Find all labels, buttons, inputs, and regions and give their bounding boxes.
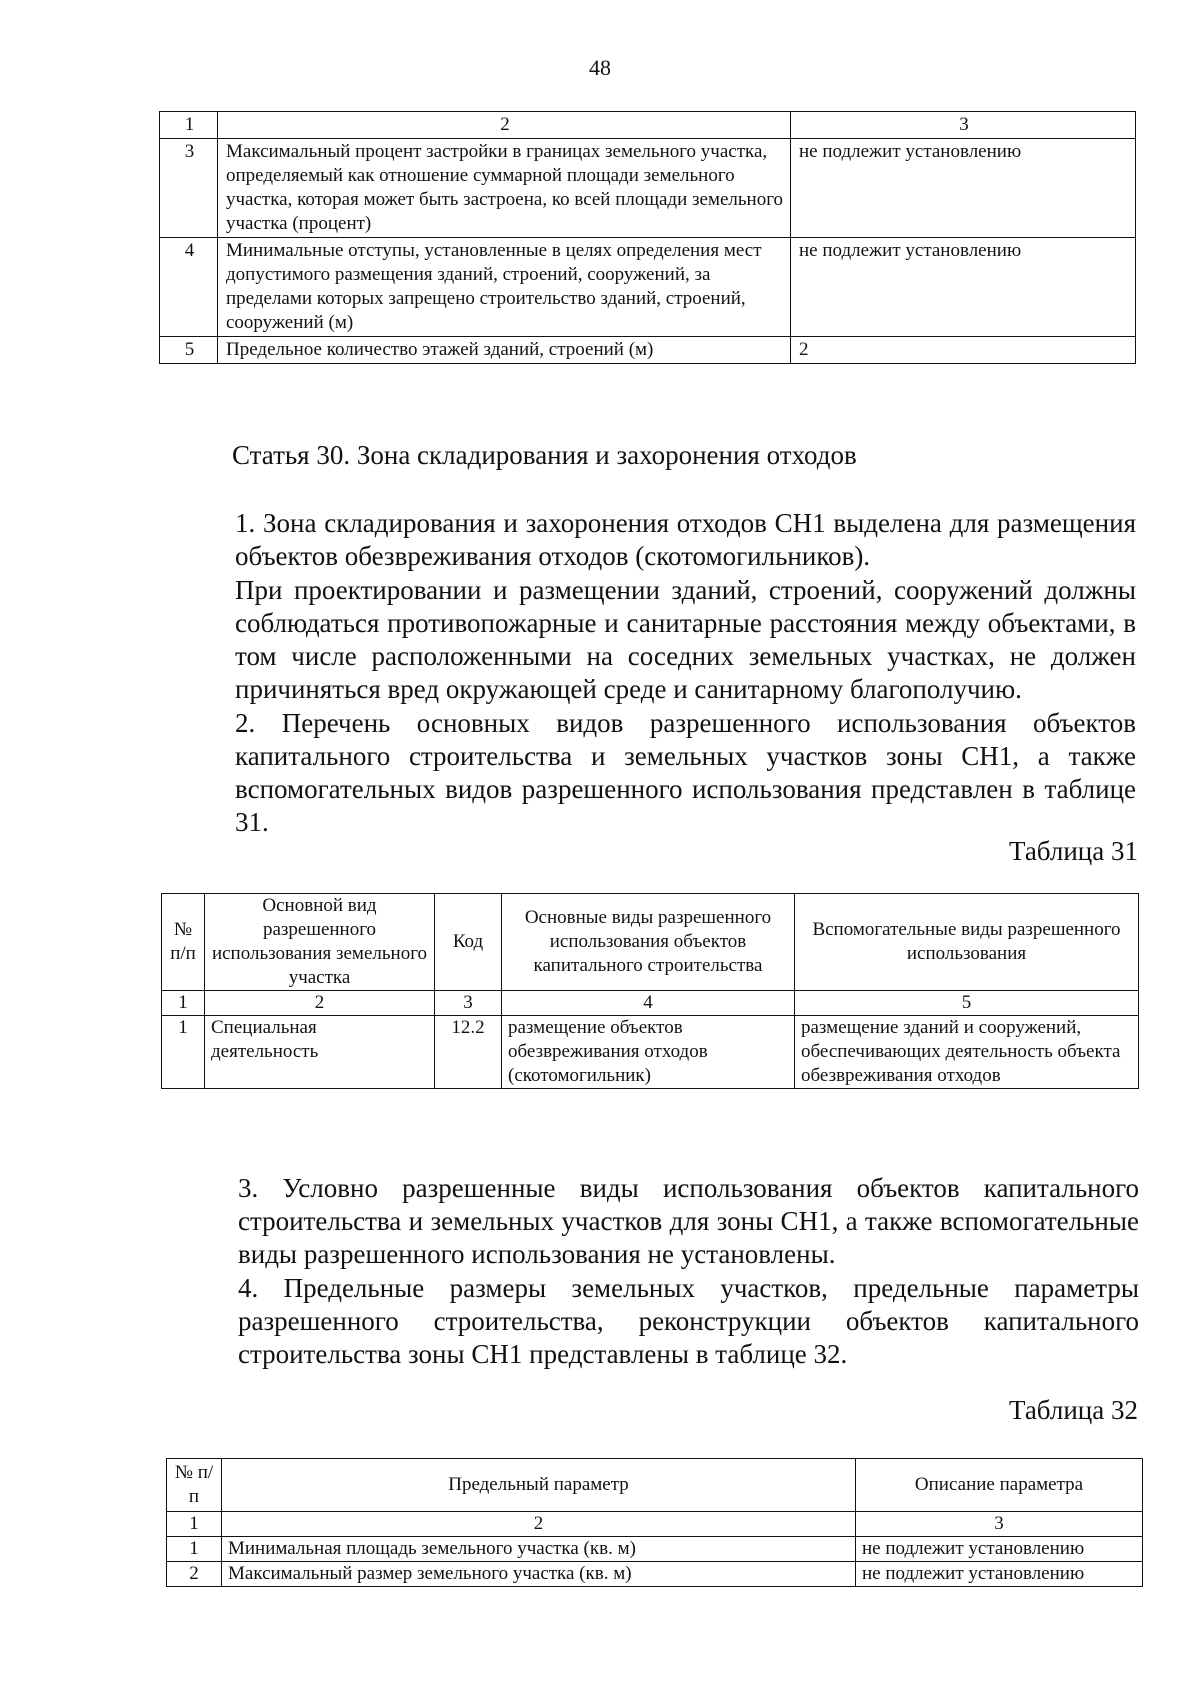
- table-cell: Максимальный размер земельного участка (кв. м): [222, 1562, 856, 1587]
- table-32: [166, 1458, 1143, 1587]
- paragraph-4: 3. Условно разрешенные виды использования объектов капитального строительства и земельных участков для зоны СН1, а также вспомогательные виды разрешенного использования не установлены.: [238, 1173, 1139, 1269]
- page-number: 48: [589, 55, 611, 80]
- value-cell: не подлежит установлению: [791, 139, 1136, 238]
- column-number: 3: [435, 991, 502, 1016]
- table-header-cell: Основной вид разрешенного использования земельного участка: [205, 894, 435, 991]
- table-header-cell: № п/п: [167, 1459, 222, 1512]
- column-number: 2: [222, 1512, 856, 1537]
- value-cell: не подлежит установлению: [791, 238, 1136, 337]
- row-number: 3: [160, 139, 218, 238]
- column-number: 1: [167, 1512, 222, 1537]
- table-row: [160, 337, 1136, 364]
- column-number: 1: [162, 991, 205, 1016]
- table-row: [160, 238, 1136, 337]
- table-header-cell: Основные виды разрешенного использования объектов капитального строительства: [502, 894, 795, 991]
- value-cell: 2: [791, 337, 1136, 364]
- table-header-cell: Описание параметра: [856, 1459, 1143, 1512]
- table-cell: Специальная деятельность: [205, 1016, 435, 1089]
- paragraph-5: 4. Предельные размеры земельных участков, предельные параметры разрешенного строительства, реконструкции объектов капитального строительства зоны СН1 представлены в таблице 32.: [238, 1273, 1139, 1369]
- continued-parameters-table: [159, 111, 1136, 364]
- table-header-cell: № п/п: [162, 894, 205, 991]
- table-row: [162, 1016, 1139, 1089]
- parameter-cell: Предельное количество этажей зданий, строений (м): [218, 337, 791, 364]
- parameter-cell: Максимальный процент застройки в границах земельного участка, определяемый как отношение суммарной площади земельного участка, которая может быть застроена, ко всей площади земельного участка (процент): [218, 139, 791, 238]
- table-row: [167, 1537, 1143, 1562]
- table-cell: 12.2: [435, 1016, 502, 1089]
- parameter-cell: Минимальные отступы, установленные в целях определения мест допустимого размещения зданий, строений, сооружений, за пределами которых запрещено строительство зданий, строений, сооружений (м): [218, 238, 791, 337]
- paragraph-1: 1. Зона складирования и захоронения отходов СН1 выделена для размещения объектов обезвреживания отходов (скотомогильников).: [235, 508, 1136, 571]
- row-number: 5: [160, 337, 218, 364]
- table-header-cell: Предельный параметр: [222, 1459, 856, 1512]
- table-cell: не подлежит установлению: [856, 1562, 1143, 1587]
- article-heading: Статья 30. Зона складирования и захоронения отходов: [232, 440, 857, 470]
- paragraph-3: 2. Перечень основных видов разрешенного использования объектов капитального строительства и земельных участков зоны СН1, а также вспомогательных видов разрешенного использования представлен в таблице 31.: [235, 708, 1136, 837]
- table-cell: Минимальная площадь земельного участка (кв. м): [222, 1537, 856, 1562]
- column-number-row: [167, 1512, 1143, 1537]
- table-header-row: [167, 1459, 1143, 1512]
- table-row: [167, 1562, 1143, 1587]
- table-31-caption: Таблица 31: [1009, 836, 1138, 866]
- table-32-caption: Таблица 32: [1009, 1395, 1138, 1425]
- table-header-row: [162, 894, 1139, 991]
- table-row: [160, 139, 1136, 238]
- paragraph-2: При проектировании и размещении зданий, строений, сооружений должны соблюдаться противопожарные и санитарные расстояния между объектами, в том числе расположенными на соседних земельных участках, не должен причиняться вред окружающей среде и санитарному благополучию.: [235, 575, 1136, 704]
- column-number: 5: [795, 991, 1139, 1016]
- table-31: [161, 893, 1139, 1089]
- row-number: 1: [162, 1016, 205, 1089]
- table-header-cell: Код: [435, 894, 502, 991]
- row-number: 4: [160, 238, 218, 337]
- column-number: 2: [205, 991, 435, 1016]
- table-header-cell: 2: [218, 112, 791, 139]
- table-header-row: [160, 112, 1136, 139]
- column-number-row: [162, 991, 1139, 1016]
- column-number: 3: [856, 1512, 1143, 1537]
- table-cell: размещение зданий и сооружений, обеспечивающих деятельность объекта обезвреживания отходов: [795, 1016, 1139, 1089]
- table-cell: не подлежит установлению: [856, 1537, 1143, 1562]
- column-number: 4: [502, 991, 795, 1016]
- table-header-cell: 3: [791, 112, 1136, 139]
- table-cell: размещение объектов обезвреживания отходов (скотомогильник): [502, 1016, 795, 1089]
- table-header-cell: 1: [160, 112, 218, 139]
- row-number: 2: [167, 1562, 222, 1587]
- row-number: 1: [167, 1537, 222, 1562]
- table-header-cell: Вспомогательные виды разрешенного использования: [795, 894, 1139, 991]
